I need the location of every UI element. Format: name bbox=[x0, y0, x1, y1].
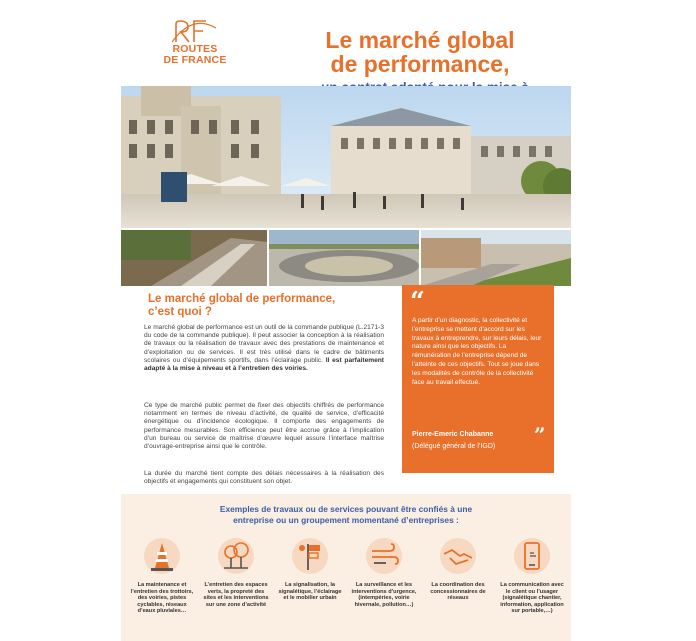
title-line-1: Le marché global bbox=[325, 27, 515, 53]
service-label: La coordination des concessionnaires de réseaux bbox=[430, 582, 486, 602]
photo-roundabout bbox=[269, 230, 419, 286]
service-label: La communication avec le client ou l’usager (signalétique chantier, information, application sur portable,…) bbox=[500, 582, 564, 615]
road-sign-icon bbox=[290, 536, 330, 576]
logo-line-1: ROUTES bbox=[172, 43, 218, 55]
handshake-icon bbox=[438, 536, 478, 576]
service-label: La maintenance et l’entretien des trottoirs, des voiries, pistes cyclables, réseaux d’eaux pluviales… bbox=[130, 582, 194, 615]
services-band bbox=[121, 494, 571, 641]
tree-icon bbox=[216, 536, 256, 576]
service-item-communication bbox=[499, 536, 565, 615]
section-heading-line-2: c’est quoi ? bbox=[148, 306, 212, 318]
service-label: L’entretien des espaces verts, la propreté des sites et les interventions sur une zone d’activité bbox=[203, 582, 269, 608]
rf-logo-mark-icon bbox=[172, 20, 218, 44]
band-title-line-2: entreprise ou un groupement momentané d’entreprises : bbox=[233, 515, 459, 525]
page-title bbox=[300, 28, 540, 76]
quote-text: A partir d’un diagnostic, la collectivité et l’entreprise se mettent d’accord sur les travaux à entreprendre, sur leurs délais, leur nature ainsi que les objectifs. La rémunération de l’entreprise dépend de l’atteinte de ces objectifs. Tout se joue dans les modalités de contrôle de la collectivité face au travail effectué. bbox=[412, 317, 542, 386]
section-heading bbox=[148, 293, 388, 319]
quote-author: Pierre-Emeric Chabanne bbox=[412, 431, 494, 438]
paragraph-1-bold: Il est parfaitement adapté à la mise à niveau et à l’entretien des voiries. bbox=[144, 356, 384, 373]
traffic-cone-icon bbox=[142, 536, 182, 576]
paragraph-3 bbox=[144, 470, 384, 486]
paragraph-1 bbox=[144, 324, 384, 373]
routes-de-france-logo bbox=[150, 20, 240, 72]
services-band-title bbox=[121, 504, 571, 526]
paragraph-1-text: Le marché global de performance est un outil de la commande publique (L.2171-3 du code de la commande publique). Il peut associer la conception à la réalisation de travaux ou la réalisation de travaux avec des prestations de maintenance et d’exploitation ou de services. Il est très utilisé dans le cadre de bâtiments scolaires ou d’équipements sportifs, dans l’éclairage public. bbox=[144, 324, 384, 364]
section-heading-line-1: Le marché global de performance, bbox=[148, 293, 336, 305]
logo-text bbox=[150, 44, 240, 66]
quote-open-mark: “ bbox=[410, 287, 425, 317]
paragraph-3-text: La durée du marché tient compte des délais nécessaires à la réalisation des objectifs et engagements qui constituent son objet. bbox=[144, 470, 384, 486]
service-item-surveillance bbox=[351, 536, 417, 608]
logo-line-2: DE FRANCE bbox=[163, 54, 227, 66]
photo-street bbox=[121, 230, 267, 286]
paragraph-2 bbox=[144, 402, 384, 451]
quote-author-role: (Délégué général de l’IGD) bbox=[412, 443, 496, 450]
service-item-signage bbox=[277, 536, 343, 602]
title-line-2: de performance, bbox=[330, 51, 510, 77]
service-item-coordination bbox=[425, 536, 491, 602]
main-photo-town-square bbox=[121, 86, 571, 228]
service-item-maintenance bbox=[129, 536, 195, 615]
service-label: La signalisation, la signalétique, l’éclairage et le mobilier urbain bbox=[278, 582, 342, 602]
quote-close-mark: ” bbox=[534, 423, 546, 447]
paragraph-2-text: Ce type de marché public permet de fixer des objectifs chiffrés de performance notamment en termes de niveau d’activité, de qualité de service, d’efficacité énergétique ou d’incidence écologique. Il comporte des engagements de performance mesurables. Son efficience peut être accrue grâce à l’implication d’un bureau ou service de maîtrise d’œuvre lequel assure l’interface maîtrise d’ouvrage-entreprise ainsi que le contrôle. bbox=[144, 402, 384, 451]
service-item-green-spaces bbox=[203, 536, 269, 608]
quote-box bbox=[402, 285, 554, 473]
smartphone-icon bbox=[512, 536, 552, 576]
band-title-line-1: Exemples de travaux ou de services pouvant être confiés à une bbox=[219, 504, 473, 514]
photo-avenue bbox=[421, 230, 571, 286]
service-label: La surveillance et les interventions d’urgence, (intempéries, voirie hivernale, pollution…) bbox=[351, 582, 417, 608]
wind-icon bbox=[364, 536, 404, 576]
